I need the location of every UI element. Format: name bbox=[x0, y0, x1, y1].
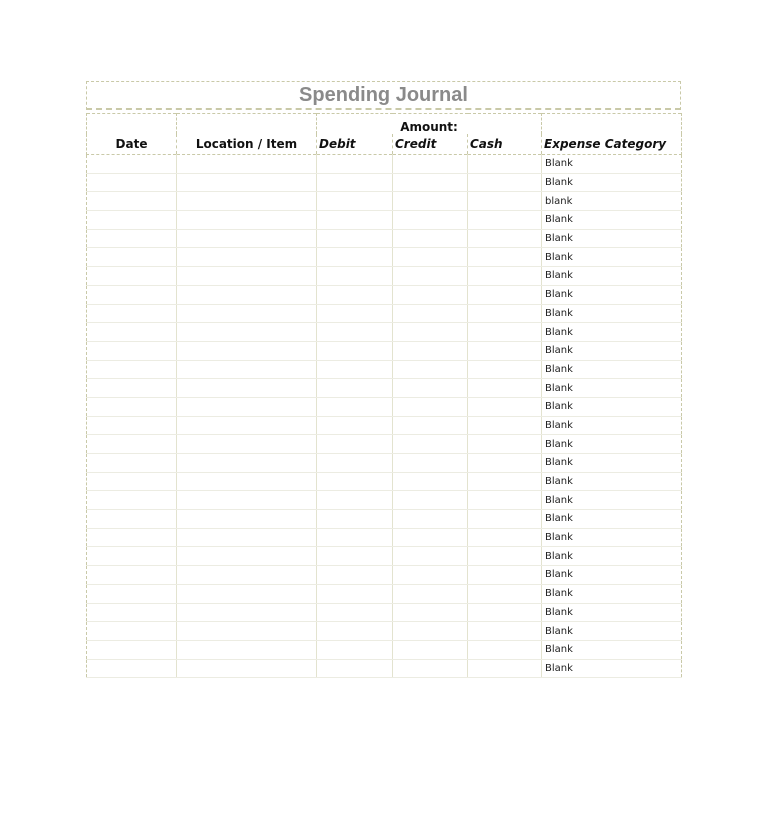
category-cell[interactable]: Blank bbox=[542, 472, 682, 491]
date-cell[interactable] bbox=[87, 192, 177, 211]
cash-cell[interactable] bbox=[468, 229, 542, 248]
date-cell[interactable] bbox=[87, 379, 177, 398]
cash-header: Cash bbox=[468, 134, 542, 155]
category-cell[interactable]: Blank bbox=[542, 285, 682, 304]
category-cell[interactable]: Blank bbox=[542, 603, 682, 622]
location-cell[interactable] bbox=[177, 192, 317, 211]
date-cell[interactable] bbox=[87, 229, 177, 248]
table-row bbox=[87, 397, 682, 416]
cash-cell[interactable] bbox=[468, 584, 542, 603]
debit-cell[interactable] bbox=[317, 192, 393, 211]
cash-cell[interactable] bbox=[468, 640, 542, 659]
debit-cell[interactable] bbox=[317, 566, 393, 585]
credit-cell[interactable] bbox=[393, 285, 468, 304]
credit-cell[interactable] bbox=[393, 173, 468, 192]
debit-cell[interactable] bbox=[317, 584, 393, 603]
cash-cell[interactable] bbox=[468, 547, 542, 566]
cash-cell[interactable] bbox=[468, 472, 542, 491]
table-row bbox=[87, 211, 682, 230]
cash-cell[interactable] bbox=[468, 397, 542, 416]
credit-cell[interactable] bbox=[393, 622, 468, 641]
debit-cell[interactable] bbox=[317, 472, 393, 491]
table-row bbox=[87, 472, 682, 491]
location-cell[interactable] bbox=[177, 211, 317, 230]
date-cell[interactable] bbox=[87, 248, 177, 267]
credit-cell[interactable] bbox=[393, 304, 468, 323]
table-row bbox=[87, 491, 682, 510]
cash-cell[interactable] bbox=[468, 603, 542, 622]
location-cell[interactable] bbox=[177, 248, 317, 267]
date-cell[interactable] bbox=[87, 547, 177, 566]
credit-cell[interactable] bbox=[393, 640, 468, 659]
location-cell[interactable] bbox=[177, 173, 317, 192]
category-cell[interactable]: Blank bbox=[542, 454, 682, 473]
table-row bbox=[87, 640, 682, 659]
credit-cell[interactable] bbox=[393, 323, 468, 342]
category-cell[interactable]: Blank bbox=[542, 416, 682, 435]
debit-cell[interactable] bbox=[317, 211, 393, 230]
location-cell[interactable] bbox=[177, 547, 317, 566]
debit-cell[interactable] bbox=[317, 397, 393, 416]
cash-cell[interactable] bbox=[468, 491, 542, 510]
cash-cell[interactable] bbox=[468, 248, 542, 267]
location-cell[interactable] bbox=[177, 323, 317, 342]
location-cell[interactable] bbox=[177, 454, 317, 473]
category-cell[interactable]: Blank bbox=[542, 341, 682, 360]
table-row bbox=[87, 248, 682, 267]
date-cell[interactable] bbox=[87, 491, 177, 510]
debit-cell[interactable] bbox=[317, 267, 393, 286]
table-row bbox=[87, 566, 682, 585]
location-cell[interactable] bbox=[177, 472, 317, 491]
debit-cell[interactable] bbox=[317, 603, 393, 622]
date-cell[interactable] bbox=[87, 622, 177, 641]
location-cell[interactable] bbox=[177, 435, 317, 454]
date-cell[interactable] bbox=[87, 528, 177, 547]
category-cell[interactable]: Blank bbox=[542, 379, 682, 398]
location-cell[interactable] bbox=[177, 491, 317, 510]
debit-cell[interactable] bbox=[317, 659, 393, 678]
cash-cell[interactable] bbox=[468, 155, 542, 174]
location-cell[interactable] bbox=[177, 528, 317, 547]
debit-cell[interactable] bbox=[317, 528, 393, 547]
credit-cell[interactable] bbox=[393, 584, 468, 603]
table-row bbox=[87, 659, 682, 678]
debit-cell[interactable] bbox=[317, 285, 393, 304]
table-row bbox=[87, 454, 682, 473]
date-cell[interactable] bbox=[87, 304, 177, 323]
date-cell[interactable] bbox=[87, 173, 177, 192]
credit-cell[interactable] bbox=[393, 155, 468, 174]
category-header: Expense Category bbox=[542, 134, 682, 155]
category-cell[interactable]: Blank bbox=[542, 155, 682, 174]
location-cell[interactable] bbox=[177, 285, 317, 304]
category-cell[interactable]: Blank bbox=[542, 360, 682, 379]
category-cell[interactable]: Blank bbox=[542, 640, 682, 659]
debit-cell[interactable] bbox=[317, 640, 393, 659]
journal-rows bbox=[87, 155, 682, 678]
category-cell[interactable]: Blank bbox=[542, 173, 682, 192]
debit-cell[interactable] bbox=[317, 547, 393, 566]
table-row bbox=[87, 341, 682, 360]
table-row bbox=[87, 435, 682, 454]
table-row bbox=[87, 285, 682, 304]
cash-cell[interactable] bbox=[468, 416, 542, 435]
cash-cell[interactable] bbox=[468, 173, 542, 192]
cash-cell[interactable] bbox=[468, 435, 542, 454]
cash-cell[interactable] bbox=[468, 267, 542, 286]
credit-cell[interactable] bbox=[393, 472, 468, 491]
debit-cell[interactable] bbox=[317, 379, 393, 398]
category-cell[interactable]: Blank bbox=[542, 659, 682, 678]
table-row bbox=[87, 155, 682, 174]
date-cell[interactable] bbox=[87, 155, 177, 174]
location-cell[interactable] bbox=[177, 622, 317, 641]
date-cell[interactable] bbox=[87, 472, 177, 491]
category-cell[interactable]: Blank bbox=[542, 584, 682, 603]
date-cell[interactable] bbox=[87, 584, 177, 603]
table-row bbox=[87, 603, 682, 622]
table-row bbox=[87, 416, 682, 435]
table-row bbox=[87, 622, 682, 641]
date-cell[interactable] bbox=[87, 211, 177, 230]
location-cell[interactable] bbox=[177, 397, 317, 416]
category-cell[interactable]: blank bbox=[542, 192, 682, 211]
date-cell[interactable] bbox=[87, 659, 177, 678]
table-row bbox=[87, 304, 682, 323]
table-row bbox=[87, 379, 682, 398]
debit-cell[interactable] bbox=[317, 416, 393, 435]
category-cell[interactable]: Blank bbox=[542, 435, 682, 454]
location-header: Location / Item bbox=[177, 134, 317, 155]
cash-cell[interactable] bbox=[468, 566, 542, 585]
category-cell[interactable]: Blank bbox=[542, 397, 682, 416]
credit-cell[interactable] bbox=[393, 659, 468, 678]
journal-table bbox=[86, 113, 682, 678]
category-cell[interactable]: Blank bbox=[542, 323, 682, 342]
credit-cell[interactable] bbox=[393, 416, 468, 435]
page-title: Spending Journal bbox=[86, 81, 681, 110]
category-cell[interactable]: Blank bbox=[542, 304, 682, 323]
credit-cell[interactable] bbox=[393, 379, 468, 398]
debit-header: Debit bbox=[317, 134, 393, 155]
cash-cell[interactable] bbox=[468, 454, 542, 473]
cash-cell[interactable] bbox=[468, 528, 542, 547]
amount-header: Amount: bbox=[317, 114, 542, 135]
date-cell[interactable] bbox=[87, 640, 177, 659]
credit-cell[interactable] bbox=[393, 603, 468, 622]
debit-cell[interactable] bbox=[317, 510, 393, 529]
cash-cell[interactable] bbox=[468, 360, 542, 379]
cash-cell[interactable] bbox=[468, 211, 542, 230]
location-cell[interactable] bbox=[177, 267, 317, 286]
location-cell[interactable] bbox=[177, 360, 317, 379]
location-cell[interactable] bbox=[177, 603, 317, 622]
debit-cell[interactable] bbox=[317, 323, 393, 342]
date-cell[interactable] bbox=[87, 510, 177, 529]
category-cell[interactable]: Blank bbox=[542, 566, 682, 585]
credit-cell[interactable] bbox=[393, 341, 468, 360]
debit-cell[interactable] bbox=[317, 360, 393, 379]
debit-cell[interactable] bbox=[317, 435, 393, 454]
date-cell[interactable] bbox=[87, 341, 177, 360]
cash-cell[interactable] bbox=[468, 341, 542, 360]
category-cell[interactable]: Blank bbox=[542, 491, 682, 510]
table-row bbox=[87, 547, 682, 566]
credit-cell[interactable] bbox=[393, 566, 468, 585]
location-cell[interactable] bbox=[177, 304, 317, 323]
credit-cell[interactable] bbox=[393, 211, 468, 230]
cash-cell[interactable] bbox=[468, 304, 542, 323]
table-row bbox=[87, 360, 682, 379]
table-row bbox=[87, 510, 682, 529]
date-header: Date bbox=[87, 134, 177, 155]
cash-cell[interactable] bbox=[468, 659, 542, 678]
table-row bbox=[87, 173, 682, 192]
cash-cell[interactable] bbox=[468, 192, 542, 211]
debit-cell[interactable] bbox=[317, 304, 393, 323]
credit-cell[interactable] bbox=[393, 360, 468, 379]
date-cell[interactable] bbox=[87, 603, 177, 622]
credit-cell[interactable] bbox=[393, 267, 468, 286]
date-cell[interactable] bbox=[87, 435, 177, 454]
category-cell[interactable]: Blank bbox=[542, 229, 682, 248]
debit-cell[interactable] bbox=[317, 491, 393, 510]
table-row bbox=[87, 323, 682, 342]
category-cell[interactable]: Blank bbox=[542, 510, 682, 529]
location-cell[interactable] bbox=[177, 640, 317, 659]
credit-cell[interactable] bbox=[393, 547, 468, 566]
location-cell[interactable] bbox=[177, 155, 317, 174]
table-row bbox=[87, 229, 682, 248]
credit-cell[interactable] bbox=[393, 397, 468, 416]
credit-cell[interactable] bbox=[393, 491, 468, 510]
location-cell[interactable] bbox=[177, 584, 317, 603]
location-cell[interactable] bbox=[177, 379, 317, 398]
date-cell[interactable] bbox=[87, 360, 177, 379]
cash-cell[interactable] bbox=[468, 510, 542, 529]
location-cell[interactable] bbox=[177, 341, 317, 360]
spending-journal-sheet bbox=[86, 81, 681, 678]
category-cell[interactable]: Blank bbox=[542, 622, 682, 641]
location-cell[interactable] bbox=[177, 510, 317, 529]
cash-cell[interactable] bbox=[468, 285, 542, 304]
category-cell[interactable]: Blank bbox=[542, 248, 682, 267]
credit-cell[interactable] bbox=[393, 510, 468, 529]
debit-cell[interactable] bbox=[317, 173, 393, 192]
category-cell[interactable]: Blank bbox=[542, 528, 682, 547]
debit-cell[interactable] bbox=[317, 454, 393, 473]
category-cell[interactable]: Blank bbox=[542, 267, 682, 286]
location-cell[interactable] bbox=[177, 659, 317, 678]
cash-cell[interactable] bbox=[468, 622, 542, 641]
location-cell[interactable] bbox=[177, 566, 317, 585]
location-cell[interactable] bbox=[177, 416, 317, 435]
date-cell[interactable] bbox=[87, 285, 177, 304]
credit-cell[interactable] bbox=[393, 435, 468, 454]
cash-cell[interactable] bbox=[468, 379, 542, 398]
cash-cell[interactable] bbox=[468, 323, 542, 342]
date-cell[interactable] bbox=[87, 323, 177, 342]
credit-cell[interactable] bbox=[393, 454, 468, 473]
date-cell[interactable] bbox=[87, 566, 177, 585]
credit-cell[interactable] bbox=[393, 229, 468, 248]
table-row bbox=[87, 267, 682, 286]
credit-cell[interactable] bbox=[393, 248, 468, 267]
debit-cell[interactable] bbox=[317, 155, 393, 174]
debit-cell[interactable] bbox=[317, 341, 393, 360]
date-cell[interactable] bbox=[87, 267, 177, 286]
debit-cell[interactable] bbox=[317, 229, 393, 248]
table-row bbox=[87, 528, 682, 547]
date-cell[interactable] bbox=[87, 397, 177, 416]
table-row bbox=[87, 584, 682, 603]
category-cell[interactable]: Blank bbox=[542, 211, 682, 230]
table-row bbox=[87, 192, 682, 211]
date-cell[interactable] bbox=[87, 416, 177, 435]
date-cell[interactable] bbox=[87, 454, 177, 473]
category-cell[interactable]: Blank bbox=[542, 547, 682, 566]
debit-cell[interactable] bbox=[317, 248, 393, 267]
credit-cell[interactable] bbox=[393, 528, 468, 547]
location-cell[interactable] bbox=[177, 229, 317, 248]
credit-cell[interactable] bbox=[393, 192, 468, 211]
debit-cell[interactable] bbox=[317, 622, 393, 641]
credit-header: Credit bbox=[393, 134, 468, 155]
